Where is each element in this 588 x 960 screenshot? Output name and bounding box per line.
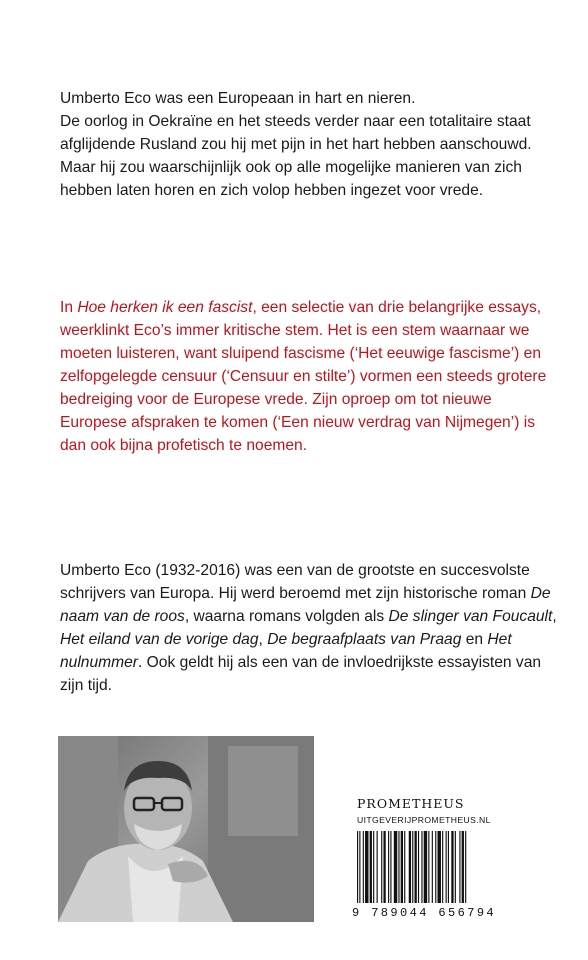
- bio-title-4: De begraafplaats van Praag: [267, 631, 462, 648]
- author-photo: [58, 736, 314, 922]
- bio-text-4: ,: [258, 631, 268, 648]
- intro-line-2: De oorlog in Oekraïne en het steeds verder naar een totalitaire staat afglijdende Rusland zou hij met pijn in het hart hebben aanschouwd. Maar hij zou waarschijnlijk ook op alle mogelijke manieren van zich hebben laten horen en zich volop hebben ingezet voor vrede.: [60, 113, 532, 199]
- publisher-url: UITGEVERIJPROMETHEUS.NL: [357, 815, 491, 825]
- bio-title-3: Het eiland van de vorige dag: [60, 631, 259, 648]
- bio-title-2: De slinger van Foucault: [388, 608, 553, 625]
- blurb-paragraph: [60, 296, 560, 457]
- isbn-number: 9 789044 656794: [352, 906, 497, 920]
- blurb-prefix: In: [60, 299, 78, 316]
- bio-text-5: en: [461, 631, 488, 648]
- author-bio: [60, 559, 560, 697]
- barcode: [355, 831, 525, 911]
- bio-title-5: Het nulnummer: [60, 631, 512, 671]
- blurb-book-title: Hoe herken ik een fascist: [77, 299, 253, 316]
- bio-text-1: Umberto Eco (1932-2016) was een van de grootste en succesvolste schrijvers van Europa. Hij werd beroemd met zijn historische roman: [60, 562, 531, 602]
- bio-title-1: De naam van de roos: [60, 585, 551, 625]
- bio-text-2: , waarna romans volgden als: [184, 608, 389, 625]
- bio-text-3: ,: [552, 608, 557, 625]
- bio-text-6: . Ook geldt hij als een van de invloedrijkste essayisten van zijn tijd.: [60, 654, 542, 694]
- intro-line-1: Umberto Eco was een Europeaan in hart en nieren.: [60, 90, 416, 107]
- publisher-logo: PROMETHEUS: [357, 796, 465, 811]
- blurb-text: , een selectie van drie belangrijke essays, weerklinkt Eco’s immer kritische stem. Het is een stem waarnaar we moeten luisteren, want sluipend fascisme (‘Het eeuwige fascisme’) en zelfopgelegde censuur (‘Censuur en stilte’) vormen een steeds grotere bedreiging voor de Europese vrede. Zijn oproep om tot nieuwe Europese afspraken te komen (‘Een nieuw verdrag van Nijmegen’) is dan ook bijna profetisch te noemen.: [60, 299, 547, 454]
- intro-paragraph: [60, 87, 560, 202]
